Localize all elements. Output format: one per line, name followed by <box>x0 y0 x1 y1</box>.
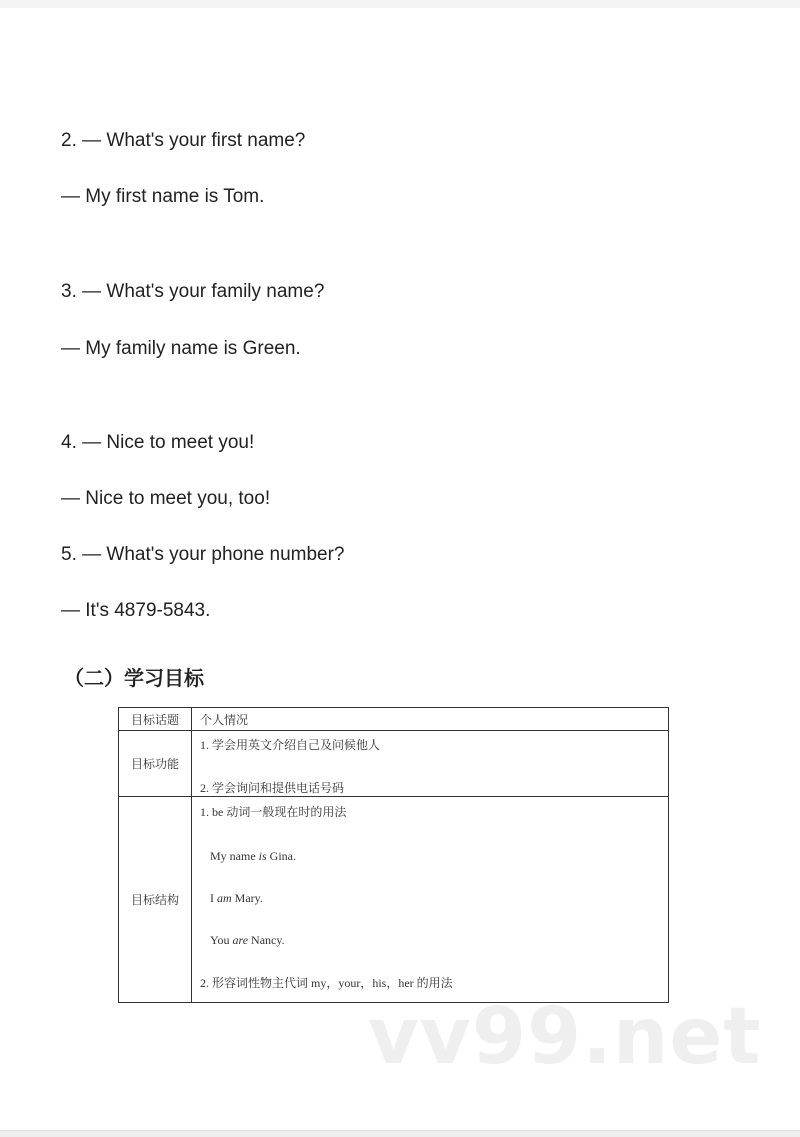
table-row <box>119 708 669 731</box>
dialogue-line: 3. — What's your family name? <box>61 281 325 302</box>
text: Nancy. <box>248 933 285 947</box>
row-label: 目标功能 <box>119 731 192 797</box>
text: Gina. <box>266 849 296 863</box>
text: My name <box>210 849 259 863</box>
verb: is <box>258 849 267 863</box>
row-content <box>192 797 669 1003</box>
dialogue-line: 4. — Nice to meet you! <box>61 432 255 453</box>
row-label: 目标话题 <box>119 708 192 731</box>
structure-item: 1. be 动词一般现在时的用法 <box>200 805 347 819</box>
verb: are <box>232 933 249 947</box>
dialogue-line: — Nice to meet you, too! <box>61 488 271 509</box>
table-row <box>119 731 669 797</box>
example-sentence <box>200 849 660 864</box>
verb: am <box>217 891 232 905</box>
learning-objectives-table <box>118 707 669 1003</box>
page-top-edge <box>0 0 800 8</box>
table-row <box>119 797 669 1003</box>
text: I <box>210 891 217 905</box>
text: You <box>210 933 233 947</box>
function-item: 1. 学会用英文介绍自己及问候他人 <box>200 738 381 752</box>
row-label: 目标结构 <box>119 797 192 1003</box>
row-content: 个人情况 <box>192 708 669 731</box>
page-bottom-edge <box>0 1130 800 1137</box>
row-content <box>192 731 669 797</box>
watermark: vv99.net <box>368 992 762 1082</box>
text: Mary. <box>231 891 263 905</box>
dialogue-line: — My first name is Tom. <box>61 186 265 207</box>
dialogue-line: 5. — What's your phone number? <box>61 544 345 565</box>
dialogue-line: — It's 4879-5843. <box>61 600 211 621</box>
dialogue-line: — My family name is Green. <box>61 338 301 359</box>
structure-item: 2. 形容词性物主代词 my，your，his，her 的用法 <box>200 976 453 990</box>
example-sentence <box>200 933 660 948</box>
function-item: 2. 学会询问和提供电话号码 <box>200 781 345 795</box>
example-sentence <box>200 891 660 906</box>
section-heading: （二）学习目标 <box>64 666 204 690</box>
dialogue-line: 2. — What's your first name? <box>61 130 306 151</box>
